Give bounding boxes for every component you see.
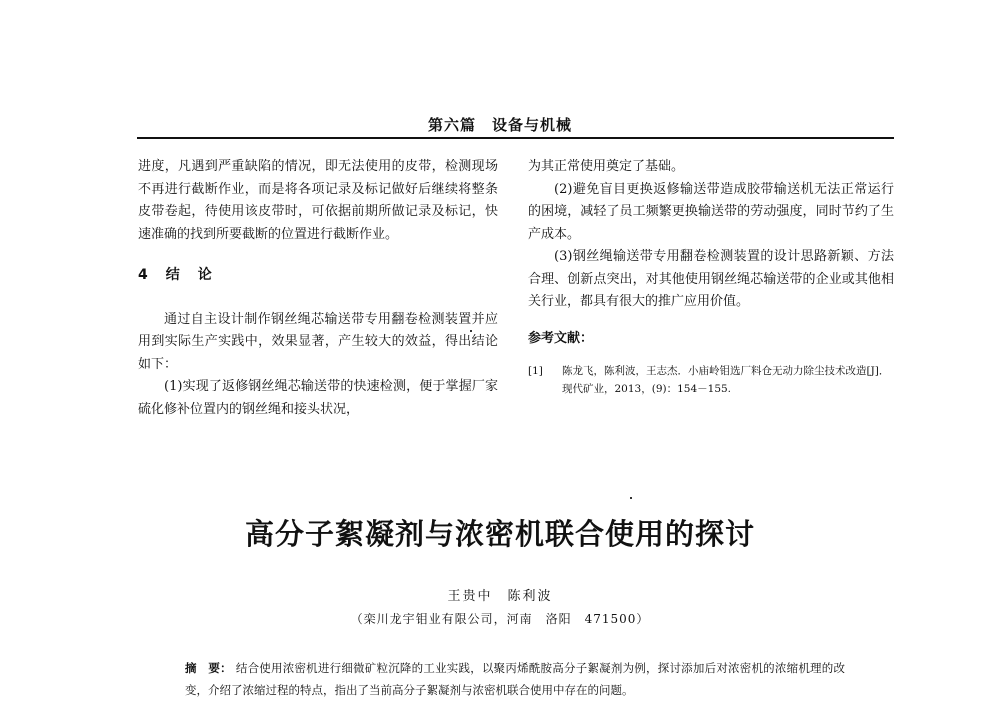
right-paragraph-3: (3)钢丝绳输送带专用翻卷检测装置的设计思路新颖、方法合理、创新点突出，对其他使用钢丝绳芯输送带的企业或其他相关行业，都具有很大的推广应用价值。 <box>528 249 894 309</box>
abstract-text: 结合使用浓密机进行细微矿粒沉降的工业实践，以聚丙烯酰胺高分子絮凝剂为例，探讨添加后对浓密机的浓缩机理的改变，介绍了浓缩过程的特点，指出了当前高分子絮凝剂与浓密机联合使用中存在的问题。 <box>185 661 845 697</box>
reference-text: 陈龙飞，陈利波，王志杰．小庙岭钼选厂料仓无动力除尘技术改造[J]．现代矿业，2013，(9)：154－155. <box>562 365 890 395</box>
left-paragraph-1: 进度，凡遇到严重缺陷的情况，即无法使用的皮带，检测现场不再进行截断作业，而是将各项记录及标记做好后继续将整条皮带卷起，待使用该皮带时，可依据前期所做记录及标记，快速准确的找到所要截断的位置进行截断作业。 <box>138 159 498 242</box>
header-rule <box>137 137 894 139</box>
right-paragraph-2: (2)避免盲目更换返修输送带造成胶带输送机无法正常运行的困境，减轻了员工频繁更换输送带的劳动强度，同时节约了生产成本。 <box>528 181 894 242</box>
right-column <box>528 156 894 398</box>
reference-number: [1] <box>528 365 543 377</box>
abstract <box>185 657 845 701</box>
left-paragraph-3: (1)实现了返修钢丝绳芯输送带的快速检测，便于掌握厂家硫化修补位置内的钢丝绳和接头状况， <box>138 379 498 417</box>
left-paragraph-2: 通过自主设计制作钢丝绳芯输送带专用翻卷检测装置并应用到实际生产实践中，效果显著，产生较大的效益，得出结论如下： <box>138 311 498 372</box>
abstract-label: 摘 要： <box>185 661 232 675</box>
scan-speck <box>470 330 472 332</box>
article-affiliation: （栾川龙宇钼业有限公司，河南 洛阳 471500） <box>350 612 650 626</box>
scan-speck <box>630 497 632 499</box>
article-title: 高分子絮凝剂与浓密机联合使用的探讨 <box>244 517 755 551</box>
reference-item <box>528 362 894 398</box>
article-authors: 王贵中 陈利波 <box>447 589 553 604</box>
section-heading-conclusion: 4 结 论 <box>138 267 214 283</box>
left-column <box>138 156 498 421</box>
right-paragraph-1: 为其正常使用奠定了基础。 <box>528 159 685 174</box>
references-heading: 参考文献： <box>528 330 594 346</box>
running-header: 第六篇 设备与机械 <box>427 116 572 134</box>
